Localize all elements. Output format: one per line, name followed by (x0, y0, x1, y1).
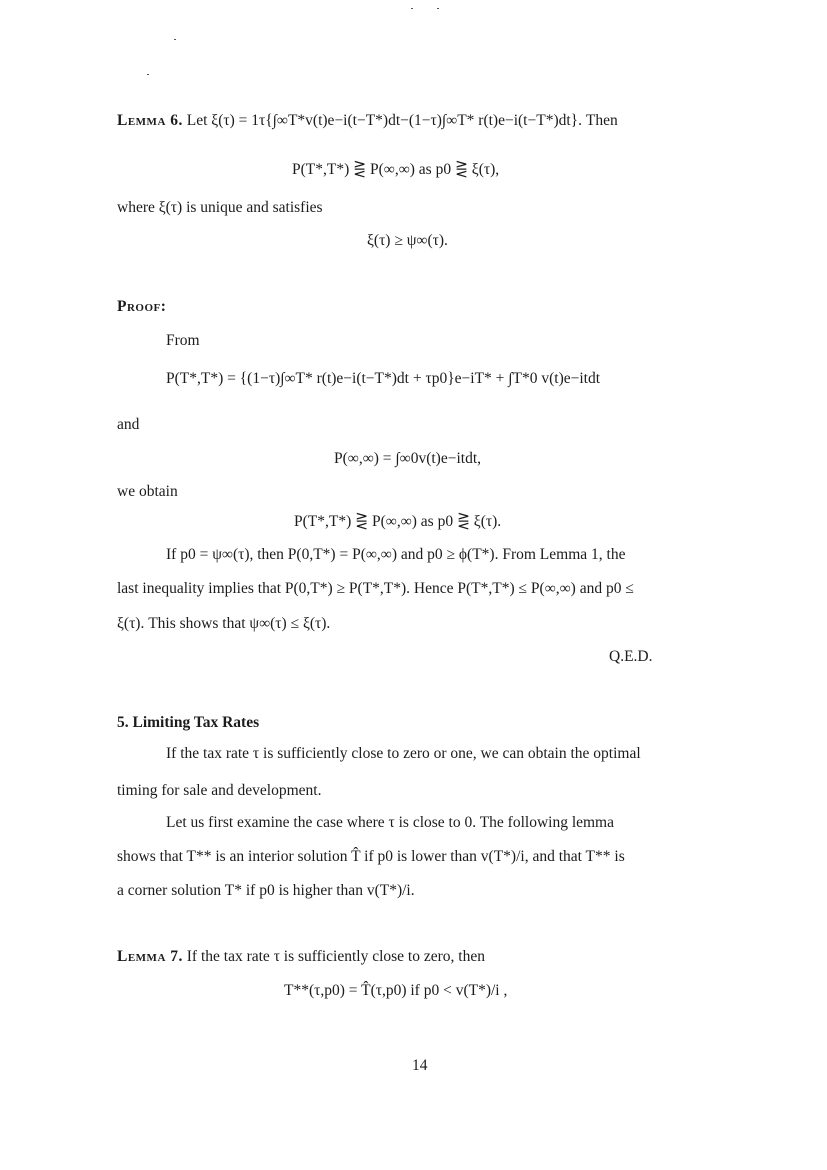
proof-and: and (117, 416, 140, 433)
lemma6-label: Lemma 6. (117, 112, 183, 129)
scan-speck (174, 39, 176, 40)
section-heading: 5. Limiting Tax Rates (117, 714, 260, 731)
proof-equation-2: P(∞,∞) = ∫∞0v(t)e−itdt, (334, 450, 482, 467)
scan-speck (437, 8, 439, 9)
lemma7-statement (117, 948, 485, 966)
proof-paragraph-line3: ξ(τ). This shows that ψ∞(τ) ≤ ξ(τ). (117, 615, 331, 632)
proof-from: From (166, 332, 200, 349)
lemma6-line1: Let ξ(τ) = 1τ{∫∞T*v(t)e−i(t−T*)dt−(1−τ)∫∞T* r(t)e−i(t−T*)dt}. Then (186, 112, 618, 129)
proof-paragraph-line2: last inequality implies that P(0,T*) ≥ P(T*,T*). Hence P(T*,T*) ≤ P(∞,∞) and p0 ≤ (117, 580, 634, 597)
lemma6-where: where ξ(τ) is unique and satisfies (117, 199, 323, 216)
scan-speck (147, 74, 149, 75)
proof-label: Proof: (117, 298, 167, 315)
section5-p2-line1: Let us first examine the case where τ is close to 0. The following lemma (166, 814, 614, 831)
lemma6-display: P(T*,T*) ⋛ P(∞,∞) as p0 ⋛ ξ(τ), (292, 161, 500, 178)
proof-paragraph-line1: If p0 = ψ∞(τ), then P(0,T*) = P(∞,∞) and p0 ≥ ϕ(T*). From Lemma 1, the (166, 546, 626, 563)
lemma6-inequality: ξ(τ) ≥ ψ∞(τ). (367, 232, 448, 249)
lemma7-label: Lemma 7. (117, 948, 183, 965)
lemma7-display: T**(τ,p0) = T̂(τ,p0) if p0 < v(T*)/i , (284, 982, 508, 999)
section5-p1-line1: If the tax rate τ is sufficiently close to zero or one, we can obtain the optimal (166, 745, 641, 762)
proof-equation-1: P(T*,T*) = {(1−τ)∫∞T* r(t)e−i(t−T*)dt + τp0}e−iT* + ∫T*0 v(t)e−itdt (166, 370, 601, 387)
lemma7-line1: If the tax rate τ is sufficiently close to zero, then (186, 948, 485, 965)
proof-we-obtain: we obtain (117, 483, 178, 500)
page-number: 14 (412, 1057, 428, 1074)
section5-p2-line2: shows that T** is an interior solution T̂ if p0 is lower than v(T*)/i, and that T** is (117, 848, 625, 865)
scan-speck (411, 8, 413, 9)
qed-mark: Q.E.D. (609, 648, 653, 665)
proof-equation-3: P(T*,T*) ⋛ P(∞,∞) as p0 ⋛ ξ(τ). (294, 513, 502, 530)
section5-p2-line3: a corner solution T* if p0 is higher than v(T*)/i. (117, 882, 415, 899)
section5-p1-line2: timing for sale and development. (117, 782, 322, 799)
lemma6-statement (117, 112, 618, 130)
